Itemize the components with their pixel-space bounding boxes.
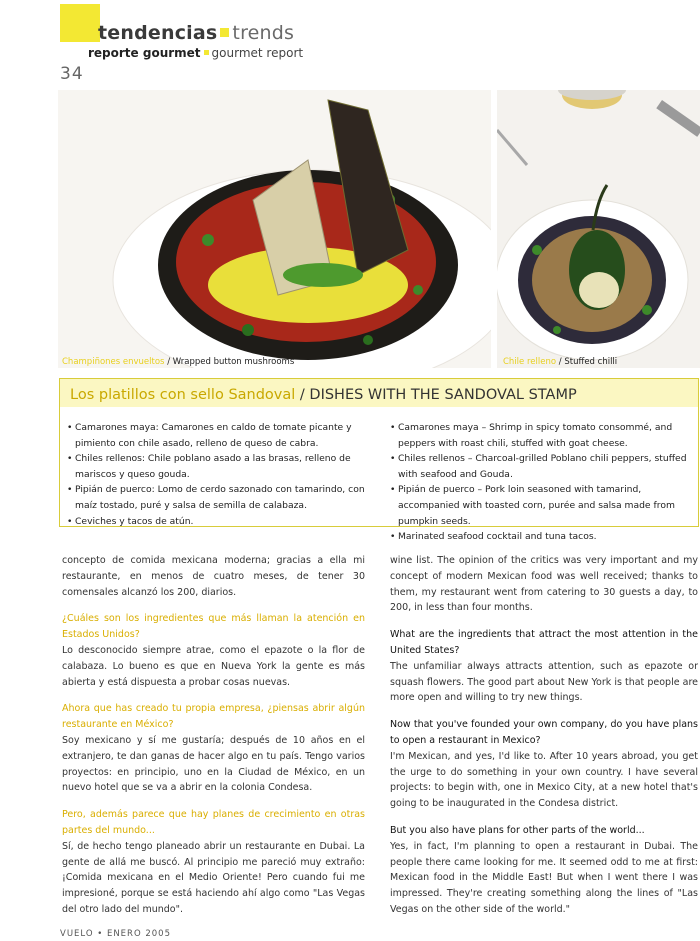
section-title: [98, 22, 294, 44]
list-item: • Pipián de puerco – Pork loin seasoned with tamarind, accompanied with toasted corn, purée and salsa made from pumpkin seeds.: [390, 482, 690, 529]
list-item: • Chiles rellenos – Charcoal-grilled Poblano chili peppers, stuffed with seafood and Gouda.: [390, 451, 690, 482]
list-item: • Camarones maya – Shrimp in spicy tomato consommé, and peppers with roast chili, stuffed with goat cheese.: [390, 420, 690, 451]
caption1-es: Champiñones envueltos: [62, 357, 165, 367]
question-heading: But you also have plans for other parts of the world...: [390, 824, 645, 836]
caption-stuffed-chilli: Chile relleno / Stuffed chilli: [503, 357, 618, 367]
caption2-en: Stuffed chilli: [564, 357, 618, 367]
paragraph: Lo desconocido siempre atrae, como el epazote o la flor de calabaza. Lo bueno es que en Nueva York la gente es más abierta y está dispuesta a probar cosas nuevas.: [62, 644, 365, 688]
caption-wrapped-mushrooms: Champiñones envueltos / Wrapped button mushrooms: [62, 357, 295, 367]
article-column-en: [390, 553, 698, 929]
paragraph: Yes, in fact, I'm planning to open a restaurant in Dubai. The people there came looking for me. It seemed odd to me at first: Mexican food in the Middle East! But when I went there I was impressed. They're creating something along the lines of "Las Vegas on the other side of the world.": [390, 840, 698, 915]
list-item: • Ceviches y tacos de atún.: [67, 514, 372, 530]
section-title-es: tendencias: [98, 22, 218, 44]
section-title-en: trends: [232, 22, 295, 44]
article-column-es: [62, 553, 365, 929]
question-heading: Now that you've founded your own company, do you have plans to open a restaurant in Mexico?: [390, 719, 698, 746]
section-color-block: [60, 4, 100, 42]
title-separator: [220, 28, 229, 37]
page-footer: VUELO • ENERO 2005: [60, 929, 171, 939]
paragraph: The unfamiliar always attracts attention, such as epazote or squash flowers. The good part about New York is that people are more open and willing to try new things.: [390, 660, 698, 704]
list-item: • Camarones maya: Camarones en caldo de tomate picante y pimiento con chile asado, relleno de queso de cabra.: [67, 420, 372, 451]
section-subtitle: [88, 46, 303, 60]
caption2-es: Chile relleno: [503, 357, 557, 367]
section-subtitle-es: reporte gourmet: [88, 46, 201, 60]
question-heading: Ahora que has creado tu propia empresa, ¿piensas abrir algún restaurante en México?: [62, 703, 365, 731]
subtitle-separator: [204, 50, 209, 55]
question-heading: What are the ingredients that attract the most attention in the United States?: [390, 629, 698, 656]
photo-stuffed-chilli: [497, 90, 700, 368]
photo-wrapped-mushrooms: [58, 90, 491, 368]
stuffed-chilli-illustration: [497, 90, 700, 368]
list-item: • Chiles rellenos: Chile poblano asado a las brasas, relleno de mariscos y queso gouda.: [67, 451, 372, 482]
paragraph: I'm Mexican, and yes, I'd like to. After 10 years abroad, you get the urge to do something in your own country. I have several projects: to begin with, one in Mexico City, at a new hotel that's going to be inaugurated in the Condesa district.: [390, 750, 698, 810]
paragraph: Soy mexicano y sí me gustaría; después de 10 años en el extranjero, te dan ganas de hacer algo en tu país. Tengo varios proyectos: en principio, uno en la Ciudad de México, en un nuevo hotel que se va a abrir en la colonia Condesa.: [62, 734, 365, 794]
question-heading: Pero, además parece que hay planes de crecimiento en otras partes del mundo...: [62, 809, 365, 836]
paragraph: wine list. The opinion of the critics was very important and my concept of modern Mexican food was well received; thanks to them, my restaurant went from catering to 30 guests a day, to 200, in less than four months.: [390, 555, 698, 614]
question-heading: ¿Cuáles son los ingredientes que más llaman la atención en Estados Unidos?: [62, 613, 365, 641]
list-item: • Marinated seafood cocktail and tuna tacos.: [390, 529, 690, 545]
page-number: 34: [60, 64, 84, 84]
caption1-en: Wrapped button mushrooms: [172, 357, 295, 367]
dishes-box-title: Los platillos con sello Sandoval / DISHES WITH THE SANDOVAL STAMP: [70, 387, 577, 403]
wrapped-mushrooms-illustration: [58, 90, 491, 368]
dishes-title-en: DISHES WITH THE SANDOVAL STAMP: [309, 387, 577, 403]
list-item: • Pipián de puerco: Lomo de cerdo sazonado con tamarindo, con maíz tostado, puré y salsa de semilla de calabaza.: [67, 482, 372, 513]
paragraph: Sí, de hecho tengo planeado abrir un restaurante en Dubai. La gente de allá me buscó. Al principio me pareció muy extraño: ¡Comida mexicana en el Medio Oriente! Pero cuando fui me impresioné, porque se está haciendo ahí algo como "Las Vegas del otro lado del mundo".: [62, 840, 365, 915]
section-subtitle-en: gourmet report: [211, 46, 304, 60]
dishes-title-es: Los platillos con sello Sandoval: [70, 387, 296, 403]
paragraph: concepto de comida mexicana moderna; gracias a ella mi restaurante, en menos de cuatro meses, de tener 30 comensales alcanzó los 200, diarios.: [62, 555, 365, 598]
dishes-list-en: [390, 420, 690, 545]
dishes-list-es: [67, 420, 372, 529]
